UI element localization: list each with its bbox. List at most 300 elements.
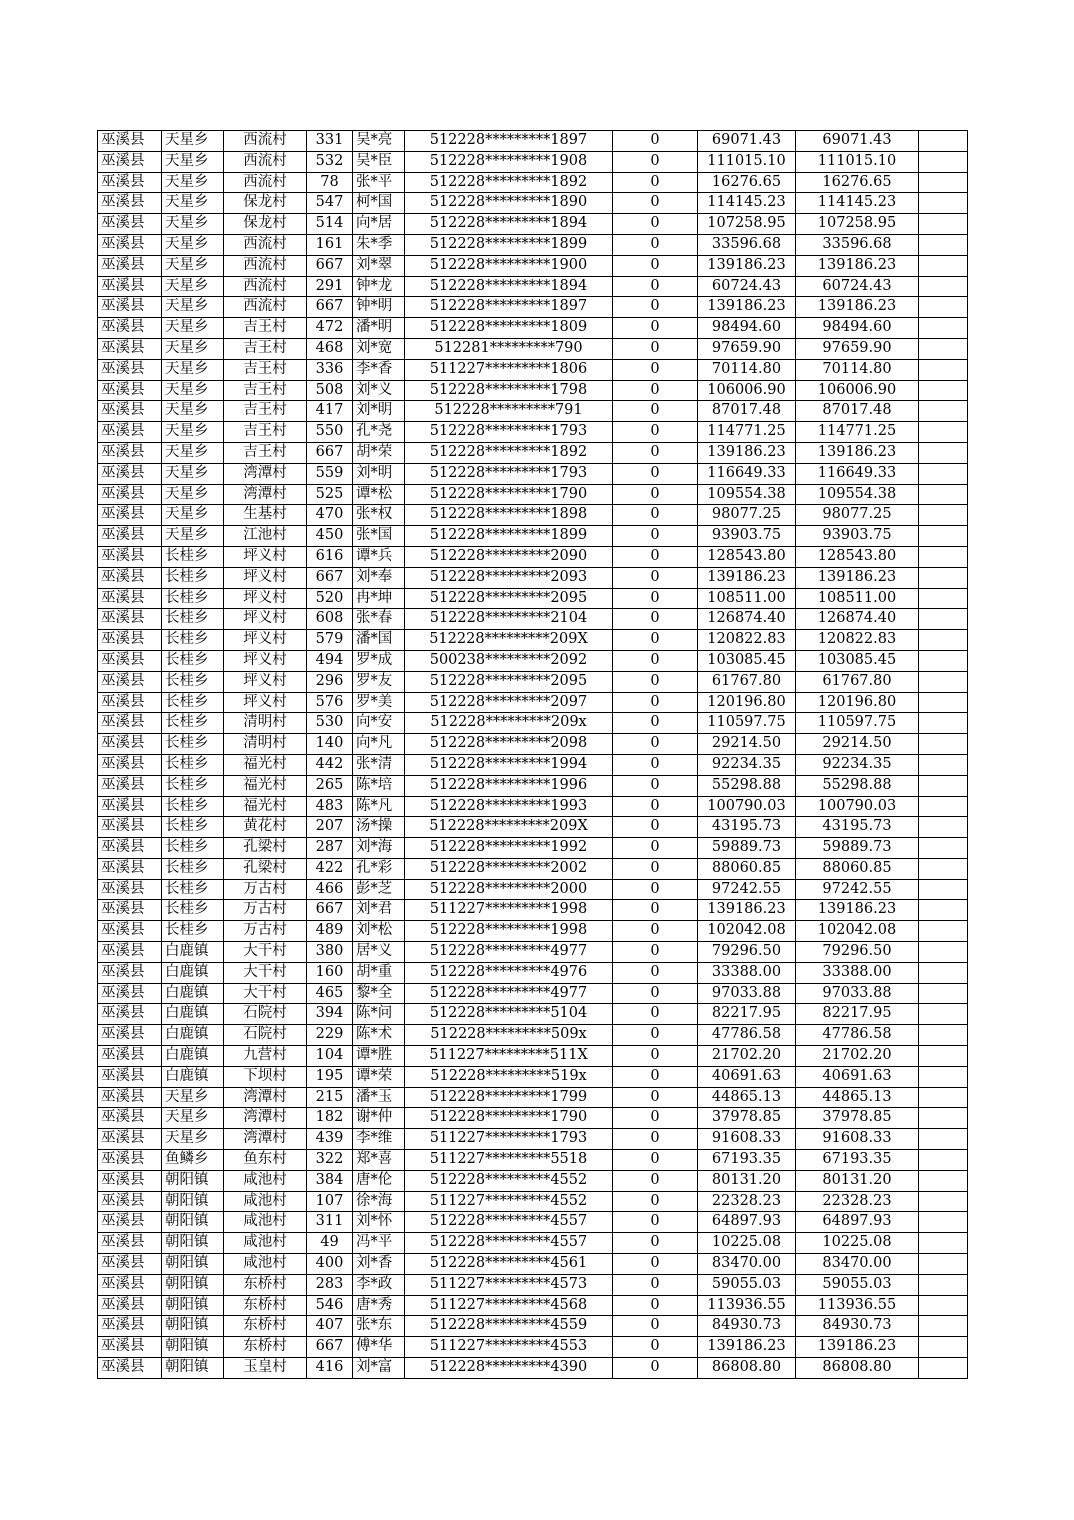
area-cell: 546 [307,1295,353,1316]
id-number-cell: 512228*********4561 [405,1254,613,1275]
blank-cell [919,1233,968,1254]
amount-cell: 114771.25 [698,422,796,443]
total-cell: 110597.75 [796,713,919,734]
area-cell: 336 [307,359,353,380]
village-cell: 东桥村 [224,1316,307,1337]
id-number-cell: 512228*********1892 [405,172,613,193]
name-cell: 钟*明 [353,297,405,318]
total-cell: 60724.43 [796,276,919,297]
table-row [98,297,968,318]
table-row [98,1233,968,1254]
name-cell: 张*国 [353,526,405,547]
county-cell: 巫溪县 [98,567,162,588]
name-cell: 谭*松 [353,484,405,505]
name-cell: 郑*喜 [353,1150,405,1171]
total-cell: 61767.80 [796,671,919,692]
name-cell: 谭*兵 [353,546,405,567]
county-cell: 巫溪县 [98,1316,162,1337]
name-cell: 朱*季 [353,234,405,255]
area-cell: 508 [307,380,353,401]
table-row [98,442,968,463]
township-cell: 天星乡 [162,484,224,505]
name-cell: 刘*翠 [353,255,405,276]
zero-cell: 0 [613,193,698,214]
name-cell: 谭*胜 [353,1046,405,1067]
zero-cell: 0 [613,172,698,193]
village-cell: 坪义村 [224,650,307,671]
village-cell: 西流村 [224,131,307,152]
amount-cell: 55298.88 [698,775,796,796]
zero-cell: 0 [613,775,698,796]
area-cell: 616 [307,546,353,567]
blank-cell [919,671,968,692]
total-cell: 97242.55 [796,879,919,900]
amount-cell: 33596.68 [698,234,796,255]
village-cell: 咸池村 [224,1170,307,1191]
zero-cell: 0 [613,900,698,921]
name-cell: 刘*明 [353,463,405,484]
name-cell: 谭*荣 [353,1066,405,1087]
area-cell: 394 [307,1004,353,1025]
area-cell: 107 [307,1191,353,1212]
id-number-cell: 512228*********1998 [405,921,613,942]
zero-cell: 0 [613,1254,698,1275]
county-cell: 巫溪县 [98,1108,162,1129]
village-cell: 西流村 [224,151,307,172]
zero-cell: 0 [613,1295,698,1316]
township-cell: 天星乡 [162,276,224,297]
name-cell: 李*政 [353,1274,405,1295]
table-row [98,692,968,713]
blank-cell [919,442,968,463]
id-number-cell: 512228*********1993 [405,796,613,817]
village-cell: 黄花村 [224,817,307,838]
village-cell: 湾潭村 [224,463,307,484]
table-row [98,1295,968,1316]
table-row [98,1004,968,1025]
village-cell: 万古村 [224,900,307,921]
village-cell: 鱼东村 [224,1150,307,1171]
township-cell: 天星乡 [162,131,224,152]
name-cell: 刘*明 [353,401,405,422]
amount-cell: 98494.60 [698,318,796,339]
county-cell: 巫溪县 [98,650,162,671]
id-number-cell: 512228*********5104 [405,1004,613,1025]
total-cell: 64897.93 [796,1212,919,1233]
zero-cell: 0 [613,630,698,651]
blank-cell [919,650,968,671]
area-cell: 291 [307,276,353,297]
amount-cell: 69071.43 [698,131,796,152]
area-cell: 667 [307,567,353,588]
area-cell: 550 [307,422,353,443]
name-cell: 潘*国 [353,630,405,651]
id-number-cell: 512228*********4552 [405,1170,613,1191]
total-cell: 84930.73 [796,1316,919,1337]
township-cell: 长桂乡 [162,838,224,859]
zero-cell: 0 [613,546,698,567]
area-cell: 283 [307,1274,353,1295]
area-cell: 322 [307,1150,353,1171]
blank-cell [919,1212,968,1233]
total-cell: 44865.13 [796,1087,919,1108]
table-row [98,1191,968,1212]
area-cell: 667 [307,900,353,921]
blank-cell [919,983,968,1004]
township-cell: 朝阳镇 [162,1358,224,1379]
id-number-cell: 512228*********2098 [405,734,613,755]
amount-cell: 120822.83 [698,630,796,651]
county-cell: 巫溪县 [98,131,162,152]
blank-cell [919,609,968,630]
id-number-cell: 511227*********4553 [405,1337,613,1358]
blank-cell [919,796,968,817]
county-cell: 巫溪县 [98,463,162,484]
county-cell: 巫溪县 [98,193,162,214]
zero-cell: 0 [613,151,698,172]
village-cell: 坪义村 [224,588,307,609]
id-number-cell: 512228*********1798 [405,380,613,401]
village-cell: 西流村 [224,234,307,255]
total-cell: 33596.68 [796,234,919,255]
name-cell: 陈*培 [353,775,405,796]
blank-cell [919,921,968,942]
village-cell: 孔梁村 [224,858,307,879]
amount-cell: 60724.43 [698,276,796,297]
township-cell: 长桂乡 [162,796,224,817]
total-cell: 98077.25 [796,505,919,526]
county-cell: 巫溪县 [98,234,162,255]
total-cell: 80131.20 [796,1170,919,1191]
table-row [98,983,968,1004]
township-cell: 天星乡 [162,234,224,255]
township-cell: 长桂乡 [162,609,224,630]
id-number-cell: 512228*********1899 [405,234,613,255]
total-cell: 102042.08 [796,921,919,942]
village-cell: 万古村 [224,921,307,942]
village-cell: 湾潭村 [224,484,307,505]
area-cell: 265 [307,775,353,796]
zero-cell: 0 [613,921,698,942]
county-cell: 巫溪县 [98,1150,162,1171]
name-cell: 罗*美 [353,692,405,713]
id-number-cell: 512228*********1790 [405,1108,613,1129]
table-row [98,505,968,526]
county-cell: 巫溪县 [98,858,162,879]
total-cell: 139186.23 [796,1337,919,1358]
table-row [98,858,968,879]
area-cell: 195 [307,1066,353,1087]
id-number-cell: 512228*********4390 [405,1358,613,1379]
area-cell: 384 [307,1170,353,1191]
zero-cell: 0 [613,338,698,359]
zero-cell: 0 [613,671,698,692]
total-cell: 59055.03 [796,1274,919,1295]
village-cell: 大干村 [224,962,307,983]
amount-cell: 126874.40 [698,609,796,630]
name-cell: 张*权 [353,505,405,526]
area-cell: 331 [307,131,353,152]
zero-cell: 0 [613,817,698,838]
blank-cell [919,900,968,921]
id-number-cell: 512228*********2095 [405,588,613,609]
area-cell: 576 [307,692,353,713]
blank-cell [919,754,968,775]
amount-cell: 44865.13 [698,1087,796,1108]
zero-cell: 0 [613,442,698,463]
id-number-cell: 512228*********4976 [405,962,613,983]
area-cell: 229 [307,1025,353,1046]
amount-cell: 128543.80 [698,546,796,567]
county-cell: 巫溪县 [98,1004,162,1025]
table-row [98,796,968,817]
name-cell: 向*凡 [353,734,405,755]
total-cell: 10225.08 [796,1233,919,1254]
table-row [98,1358,968,1379]
county-cell: 巫溪县 [98,1358,162,1379]
blank-cell [919,172,968,193]
id-number-cell: 512228*********1894 [405,214,613,235]
table-row [98,838,968,859]
area-cell: 407 [307,1316,353,1337]
village-cell: 西流村 [224,255,307,276]
total-cell: 139186.23 [796,567,919,588]
id-number-cell: 512228*********2095 [405,671,613,692]
area-cell: 104 [307,1046,353,1067]
total-cell: 114145.23 [796,193,919,214]
total-cell: 33388.00 [796,962,919,983]
table-row [98,775,968,796]
amount-cell: 97242.55 [698,879,796,900]
name-cell: 李*香 [353,359,405,380]
table-row [98,630,968,651]
amount-cell: 139186.23 [698,255,796,276]
total-cell: 93903.75 [796,526,919,547]
name-cell: 李*维 [353,1129,405,1150]
blank-cell [919,297,968,318]
area-cell: 470 [307,505,353,526]
village-cell: 咸池村 [224,1212,307,1233]
blank-cell [919,1274,968,1295]
name-cell: 彭*芝 [353,879,405,900]
village-cell: 孔梁村 [224,838,307,859]
county-cell: 巫溪县 [98,692,162,713]
township-cell: 鱼鳞乡 [162,1150,224,1171]
id-number-cell: 512228*********4977 [405,983,613,1004]
township-cell: 长桂乡 [162,817,224,838]
zero-cell: 0 [613,1150,698,1171]
village-cell: 福光村 [224,754,307,775]
county-cell: 巫溪县 [98,359,162,380]
amount-cell: 102042.08 [698,921,796,942]
total-cell: 87017.48 [796,401,919,422]
blank-cell [919,692,968,713]
zero-cell: 0 [613,1004,698,1025]
zero-cell: 0 [613,754,698,775]
zero-cell: 0 [613,463,698,484]
blank-cell [919,1358,968,1379]
total-cell: 55298.88 [796,775,919,796]
county-cell: 巫溪县 [98,879,162,900]
area-cell: 422 [307,858,353,879]
table-row [98,380,968,401]
blank-cell [919,318,968,339]
area-cell: 465 [307,983,353,1004]
zero-cell: 0 [613,983,698,1004]
county-cell: 巫溪县 [98,1337,162,1358]
blank-cell [919,630,968,651]
zero-cell: 0 [613,234,698,255]
name-cell: 潘*玉 [353,1087,405,1108]
amount-cell: 120196.80 [698,692,796,713]
area-cell: 525 [307,484,353,505]
county-cell: 巫溪县 [98,983,162,1004]
name-cell: 刘*君 [353,900,405,921]
county-cell: 巫溪县 [98,609,162,630]
table-row [98,1025,968,1046]
county-cell: 巫溪县 [98,775,162,796]
county-cell: 巫溪县 [98,1025,162,1046]
county-cell: 巫溪县 [98,1254,162,1275]
blank-cell [919,1316,968,1337]
id-number-cell: 512228*********209X [405,817,613,838]
table-row [98,1087,968,1108]
area-cell: 667 [307,442,353,463]
area-cell: 450 [307,526,353,547]
village-cell: 下坝村 [224,1066,307,1087]
blank-cell [919,401,968,422]
zero-cell: 0 [613,713,698,734]
township-cell: 天星乡 [162,380,224,401]
county-cell: 巫溪县 [98,546,162,567]
total-cell: 40691.63 [796,1066,919,1087]
area-cell: 579 [307,630,353,651]
village-cell: 清明村 [224,734,307,755]
amount-cell: 107258.95 [698,214,796,235]
name-cell: 胡*重 [353,962,405,983]
county-cell: 巫溪县 [98,921,162,942]
total-cell: 97659.90 [796,338,919,359]
total-cell: 97033.88 [796,983,919,1004]
blank-cell [919,338,968,359]
name-cell: 向*安 [353,713,405,734]
area-cell: 667 [307,255,353,276]
table-row [98,484,968,505]
total-cell: 111015.10 [796,151,919,172]
area-cell: 215 [307,1087,353,1108]
village-cell: 坪义村 [224,609,307,630]
village-cell: 吉王村 [224,401,307,422]
village-cell: 大干村 [224,983,307,1004]
table-row [98,401,968,422]
id-number-cell: 512228*********519x [405,1066,613,1087]
village-cell: 西流村 [224,276,307,297]
township-cell: 天星乡 [162,1087,224,1108]
township-cell: 朝阳镇 [162,1274,224,1295]
area-cell: 160 [307,962,353,983]
amount-cell: 86808.80 [698,1358,796,1379]
township-cell: 长桂乡 [162,775,224,796]
total-cell: 83470.00 [796,1254,919,1275]
name-cell: 孔*彩 [353,858,405,879]
village-cell: 西流村 [224,172,307,193]
area-cell: 442 [307,754,353,775]
amount-cell: 110597.75 [698,713,796,734]
table-row [98,1046,968,1067]
area-cell: 380 [307,942,353,963]
amount-cell: 22328.23 [698,1191,796,1212]
village-cell: 保龙村 [224,214,307,235]
village-cell: 大干村 [224,942,307,963]
township-cell: 长桂乡 [162,588,224,609]
township-cell: 长桂乡 [162,546,224,567]
id-number-cell: 512228*********4557 [405,1212,613,1233]
name-cell: 谢*仲 [353,1108,405,1129]
name-cell: 陈*术 [353,1025,405,1046]
blank-cell [919,1170,968,1191]
village-cell: 坪义村 [224,546,307,567]
county-cell: 巫溪县 [98,505,162,526]
id-number-cell: 511227*********4573 [405,1274,613,1295]
village-cell: 保龙村 [224,193,307,214]
id-number-cell: 511227*********1998 [405,900,613,921]
area-cell: 547 [307,193,353,214]
zero-cell: 0 [613,588,698,609]
total-cell: 139186.23 [796,297,919,318]
county-cell: 巫溪县 [98,1046,162,1067]
id-number-cell: 512281*********790 [405,338,613,359]
table-row [98,1212,968,1233]
id-number-cell: 512228*********2104 [405,609,613,630]
township-cell: 朝阳镇 [162,1212,224,1233]
id-number-cell: 511227*********4568 [405,1295,613,1316]
township-cell: 白鹿镇 [162,1046,224,1067]
township-cell: 天星乡 [162,422,224,443]
amount-cell: 80131.20 [698,1170,796,1191]
amount-cell: 70114.80 [698,359,796,380]
total-cell: 107258.95 [796,214,919,235]
name-cell: 张*春 [353,609,405,630]
id-number-cell: 512228*********1994 [405,754,613,775]
area-cell: 439 [307,1129,353,1150]
county-cell: 巫溪县 [98,1295,162,1316]
blank-cell [919,255,968,276]
blank-cell [919,546,968,567]
blank-cell [919,1337,968,1358]
township-cell: 白鹿镇 [162,1066,224,1087]
blank-cell [919,817,968,838]
table-row [98,131,968,152]
zero-cell: 0 [613,1066,698,1087]
area-cell: 559 [307,463,353,484]
name-cell: 向*居 [353,214,405,235]
id-number-cell: 512228*********1899 [405,526,613,547]
amount-cell: 98077.25 [698,505,796,526]
zero-cell: 0 [613,276,698,297]
county-cell: 巫溪县 [98,214,162,235]
table-row [98,650,968,671]
area-cell: 182 [307,1108,353,1129]
village-cell: 西流村 [224,297,307,318]
name-cell: 唐*伦 [353,1170,405,1191]
township-cell: 天星乡 [162,401,224,422]
area-cell: 483 [307,796,353,817]
amount-cell: 61767.80 [698,671,796,692]
county-cell: 巫溪县 [98,671,162,692]
id-number-cell: 512228*********209X [405,630,613,651]
table-body [98,131,968,1379]
county-cell: 巫溪县 [98,1087,162,1108]
